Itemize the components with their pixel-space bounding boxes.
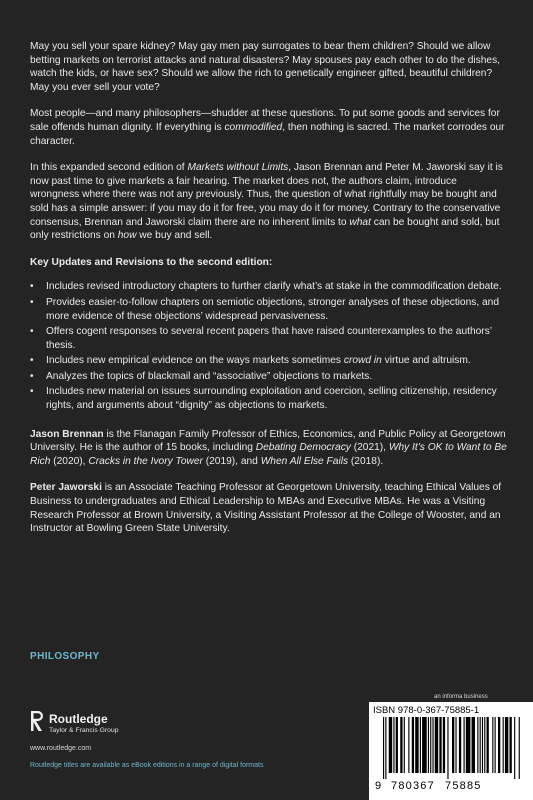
barcode-bars bbox=[369, 717, 533, 787]
barcode-lead-digit: 9 bbox=[375, 780, 383, 792]
updates-heading: Key Updates and Revisions to the second edition: bbox=[30, 256, 273, 268]
blurb-emphasis: commodified bbox=[224, 121, 283, 133]
routledge-r-icon bbox=[30, 710, 44, 732]
blurb-text: In this expanded second edition of bbox=[30, 162, 188, 174]
author-name: Jason Brennan bbox=[30, 428, 104, 440]
list-item-text: Includes revised introductory chapters to further clarify what’s at stake in the commodification debate. bbox=[46, 281, 502, 293]
blurb-paragraph-1 bbox=[30, 40, 508, 94]
blurb-emphasis: how bbox=[117, 230, 137, 242]
subject-category: PHILOSOPHY bbox=[30, 651, 100, 662]
book-title: Why It’s OK to Want to Be Rich bbox=[30, 442, 507, 467]
ebook-note: Routledge titles are available as eBook editions in a range of digital formats bbox=[30, 762, 264, 769]
isbn-label: ISBN 978-0-367-75885-1 bbox=[373, 705, 480, 716]
list-item bbox=[30, 296, 508, 323]
blurb-emphasis: what bbox=[349, 216, 371, 228]
blurb-text: can be bought and sold, but only restrictions on bbox=[30, 216, 500, 242]
updates-list bbox=[30, 280, 508, 412]
book-title: Debating Democracy bbox=[255, 442, 351, 454]
blurb-text: we buy and sell. bbox=[136, 230, 213, 242]
author-name: Peter Jaworski bbox=[30, 482, 102, 494]
book-title: Cracks in the Ivory Tower bbox=[88, 455, 203, 467]
bio-text: (2019), and bbox=[202, 455, 261, 467]
back-cover-text bbox=[30, 40, 508, 549]
bio-text: is the Flanagan Family Professor of Ethics, Economics, and Public Policy at Georgetown University. He is the author of 15 books, including bbox=[30, 428, 506, 454]
blurb-text: May you sell your spare kidney? May gay men pay surrogates to bear them children? Should we allow betting markets on terrorist attacks and natural disasters? May spouses pay each other to do the dishes, watch the kids, or have sex? Should we allow the rich to genetically engineer gifted, beautiful children? May you ever sell your vote? bbox=[30, 41, 501, 93]
book-title: Markets without Limits bbox=[187, 162, 289, 174]
bio-text: is an Associate Teaching Professor at Georgetown University, teaching Ethical Values of Business to undergraduates and Ethical Leadership to MBAs and Executive MBAs. He was a Visiting Research Professor at Brown University, a Visiting Assistant Professor at the College of Wooster, and an Instructor at Bowling Green State University. bbox=[30, 482, 502, 535]
publisher-name: Routledge bbox=[49, 712, 108, 726]
book-title: When All Else Fails bbox=[260, 455, 349, 467]
blurb-text: , then nothing is sacred. The market corrodes our character. bbox=[30, 121, 505, 147]
publisher-website: www.routledge.com bbox=[30, 745, 92, 752]
list-item bbox=[30, 325, 508, 352]
barcode bbox=[369, 702, 533, 800]
list-item-text: Includes new material on issues surrounding exploitation and coercion, selling citizenship, residency rights, and arguments about “dignity” as objections to markets. bbox=[46, 386, 497, 412]
barcode-digit-group-1: 780367 bbox=[391, 780, 435, 792]
list-item-text: Analyzes the topics of blackmail and “associative” objections to markets. bbox=[46, 370, 373, 382]
bio-text: (2020), bbox=[50, 455, 89, 467]
author-bio-brennan bbox=[30, 428, 508, 469]
list-item bbox=[30, 280, 508, 294]
blurb-text: , Jason Brennan and Peter M. Jaworski say it is now past time to give markets a fair hearing. The market does not, the authors claim, introduce wrongness where there was not any previously. Thus, the question of what rightfully may be bought and sold has a simple answer: if you may do it for free, you may do it for money. Contrary to the conservative consensus, Brennan and Jaworski claim there are no inherent limits to bbox=[30, 162, 503, 228]
list-item bbox=[30, 370, 508, 384]
list-item-text: Includes new empirical evidence on the ways markets sometimes bbox=[46, 355, 344, 367]
informa-tagline: an informa business bbox=[434, 694, 488, 700]
bio-text: (2021), bbox=[350, 442, 389, 454]
publisher-group: Taylor & Francis Group bbox=[49, 727, 119, 734]
list-item bbox=[30, 385, 508, 412]
list-item bbox=[30, 354, 508, 368]
blurb-paragraph-3 bbox=[30, 161, 508, 243]
list-item-text: Offers cogent responses to several recent papers that have raised counterexamples to the authors’ thesis. bbox=[46, 326, 492, 351]
list-item-text: virtue and altruism. bbox=[381, 355, 471, 367]
bio-text: (2018). bbox=[348, 455, 384, 467]
blurb-text: Most people—and many philosophers—shudder at these questions. To put some goods and services for sale offends human dignity. If everything is bbox=[30, 108, 500, 133]
list-item-text: Provides easier-to-follow chapters on semiotic objections, stronger analyses of these objections, and more evidence of these objections’ widespread pervasiveness. bbox=[46, 296, 500, 322]
list-item-emphasis: crowd in bbox=[343, 355, 382, 367]
barcode-digit-group-2: 75885 bbox=[445, 780, 482, 792]
author-bio-jaworski bbox=[30, 481, 508, 535]
blurb-paragraph-2 bbox=[30, 107, 508, 148]
